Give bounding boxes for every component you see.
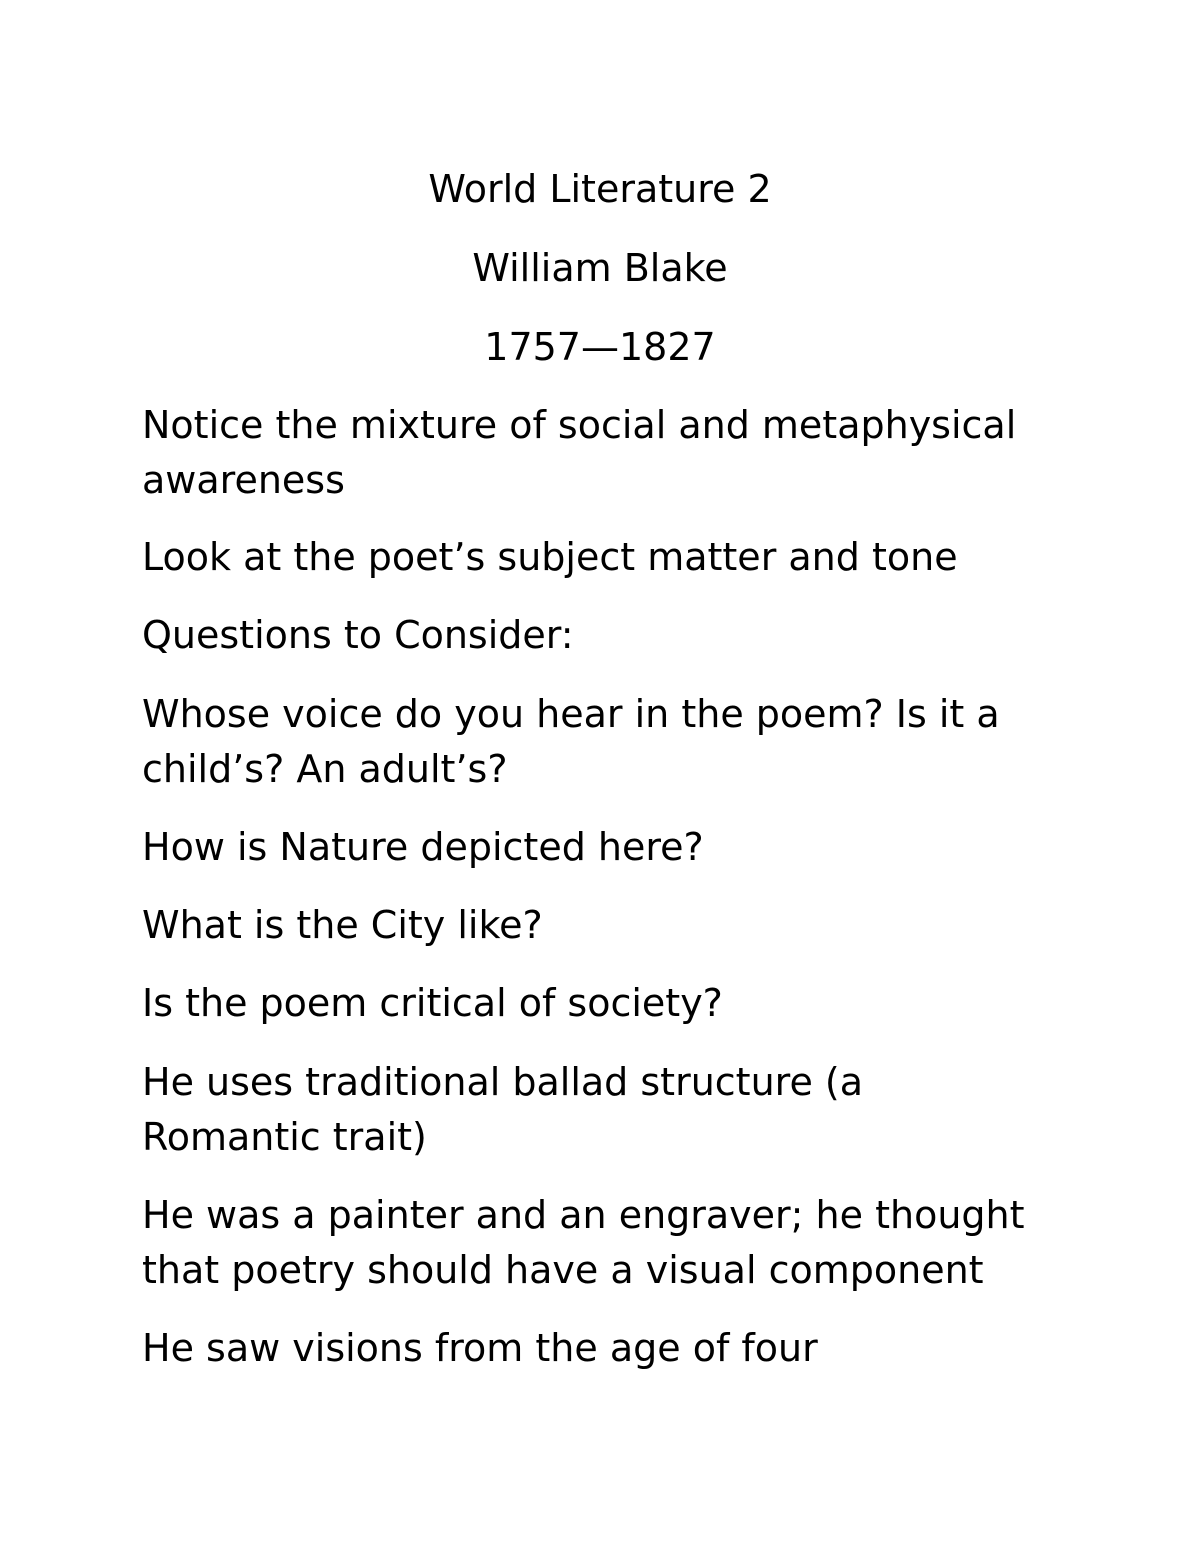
question-voice-line-1: Whose voice do you hear in the poem? Is it a xyxy=(142,692,1000,736)
note-painter xyxy=(142,1188,1142,1298)
question-city: What is the City like? xyxy=(142,903,543,947)
note-mixture-line-1: Notice the mixture of social and metaphysical xyxy=(142,403,1017,447)
note-ballad-line-2: Romantic trait) xyxy=(142,1115,427,1159)
author-name: William Blake xyxy=(472,246,728,290)
note-ballad-line-1: He uses traditional ballad structure (a xyxy=(142,1060,864,1104)
author-dates: 1757—1827 xyxy=(484,325,716,369)
question-voice-line-2: child’s? An adult’s? xyxy=(142,747,508,791)
question-critical: Is the poem critical of society? xyxy=(142,981,723,1025)
note-subject: Look at the poet’s subject matter and tone xyxy=(142,535,958,579)
note-mixture-line-2: awareness xyxy=(142,458,345,502)
questions-heading: Questions to Consider: xyxy=(142,613,574,657)
course-title: World Literature 2 xyxy=(428,167,772,211)
note-ballad xyxy=(142,1055,1142,1165)
note-painter-line-2: that poetry should have a visual component xyxy=(142,1248,984,1292)
note-painter-line-1: He was a painter and an engraver; he thought xyxy=(142,1193,1025,1237)
note-visions: He saw visions from the age of four xyxy=(142,1326,818,1370)
question-voice xyxy=(142,687,1142,797)
question-nature: How is Nature depicted here? xyxy=(142,825,704,869)
note-mixture xyxy=(142,398,1142,508)
